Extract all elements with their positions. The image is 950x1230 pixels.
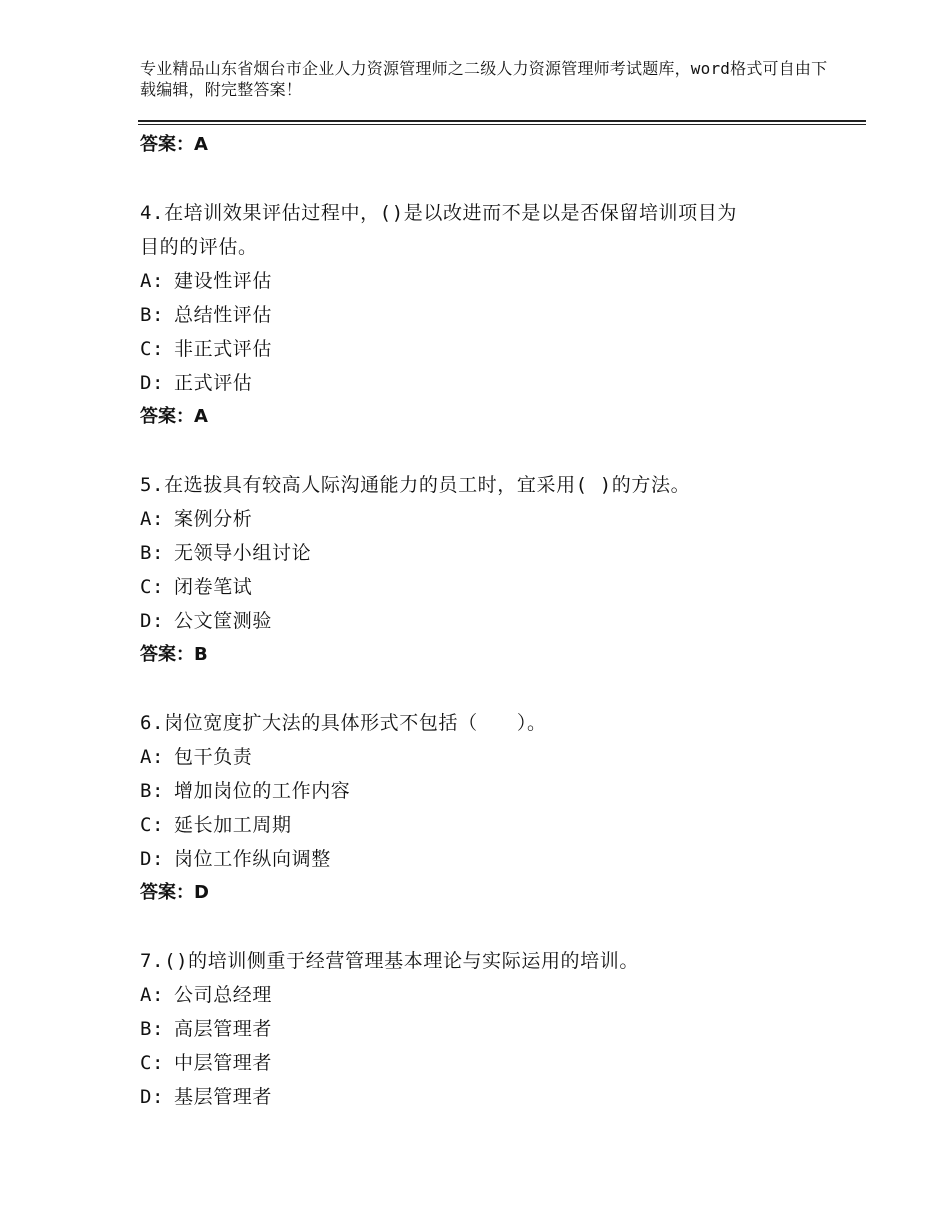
option-b <box>140 774 840 808</box>
option-key: C: <box>140 338 165 360</box>
option-text: 建设性评估 <box>174 270 273 292</box>
option-c <box>140 1046 840 1080</box>
option-text: 正式评估 <box>174 372 253 394</box>
option-d <box>140 604 840 638</box>
option-key: B: <box>140 542 165 564</box>
option-a <box>140 502 840 536</box>
option-key: A: <box>140 508 165 530</box>
question-4 <box>140 196 840 434</box>
option-key: D: <box>140 372 165 394</box>
option-key: B: <box>140 1018 165 1040</box>
option-text: 总结性评估 <box>174 304 273 326</box>
option-d <box>140 842 840 876</box>
question-7 <box>140 944 840 1114</box>
option-text: 中层管理者 <box>174 1052 273 1074</box>
option-text: 公文筐测验 <box>174 610 273 632</box>
option-text: 岗位工作纵向调整 <box>174 848 331 870</box>
option-text: 包干负责 <box>174 746 253 768</box>
option-text: 案例分析 <box>174 508 253 530</box>
option-text: 闭卷笔试 <box>174 576 253 598</box>
option-key: A: <box>140 984 165 1006</box>
option-b <box>140 298 840 332</box>
option-a <box>140 978 840 1012</box>
question-stem: 5.在选拔具有较高人际沟通能力的员工时，宜采用( )的方法。 <box>140 474 691 496</box>
option-key: C: <box>140 576 165 598</box>
question-5 <box>140 468 840 672</box>
option-b <box>140 1012 840 1046</box>
option-key: A: <box>140 270 165 292</box>
option-key: A: <box>140 746 165 768</box>
option-text: 公司总经理 <box>174 984 273 1006</box>
option-text: 高层管理者 <box>174 1018 273 1040</box>
option-c <box>140 332 840 366</box>
option-c <box>140 570 840 604</box>
option-text: 非正式评估 <box>174 338 273 360</box>
question-6 <box>140 706 840 910</box>
header-divider-thick <box>138 120 866 122</box>
question-stem-continued: 目的的评估。 <box>140 236 258 258</box>
header-note: 专业精品山东省烟台市企业人力资源管理师之二级人力资源管理师考试题库，word格式可自由下载编辑，附完整答案！ <box>140 59 828 99</box>
question-answer: 答案：D <box>140 882 209 903</box>
question-stem: 4.在培训效果评估过程中，()是以改进而不是以是否保留培训项目为 <box>140 202 737 224</box>
option-key: B: <box>140 304 165 326</box>
header-divider <box>138 120 866 126</box>
previous-answer: 答案：A <box>140 134 208 155</box>
option-a <box>140 264 840 298</box>
option-text: 延长加工周期 <box>174 814 292 836</box>
option-key: C: <box>140 1052 165 1074</box>
option-key: D: <box>140 1086 165 1108</box>
option-b <box>140 536 840 570</box>
option-text: 基层管理者 <box>174 1086 273 1108</box>
option-d <box>140 1080 840 1114</box>
option-c <box>140 808 840 842</box>
option-text: 增加岗位的工作内容 <box>174 780 351 802</box>
question-answer: 答案：B <box>140 644 208 665</box>
question-answer: 答案：A <box>140 406 208 427</box>
question-list <box>140 128 840 1114</box>
option-a <box>140 740 840 774</box>
option-key: B: <box>140 780 165 802</box>
header-divider-thin <box>138 124 866 125</box>
option-text: 无领导小组讨论 <box>174 542 312 564</box>
option-key: C: <box>140 814 165 836</box>
question-stem: 6.岗位宽度扩大法的具体形式不包括（ ）。 <box>140 712 547 734</box>
question-stem: 7.()的培训侧重于经营管理基本理论与实际运用的培训。 <box>140 950 639 972</box>
option-key: D: <box>140 848 165 870</box>
option-d <box>140 366 840 400</box>
option-key: D: <box>140 610 165 632</box>
